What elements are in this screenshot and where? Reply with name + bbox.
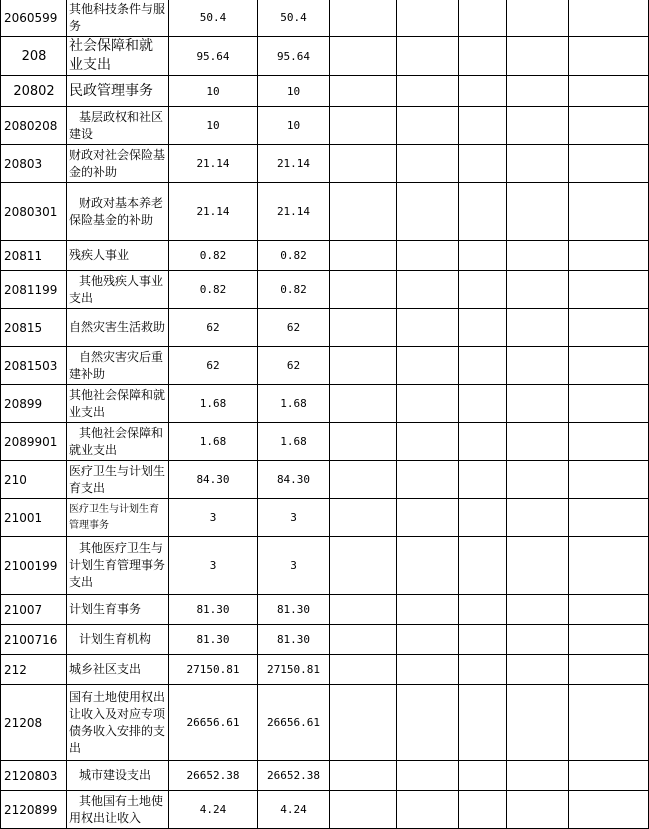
blank-cell: [459, 37, 507, 76]
table-row: [1, 791, 649, 829]
blank-cell: [330, 655, 397, 685]
blank-cell: [569, 76, 649, 107]
blank-cell: [397, 241, 459, 271]
row-code: 2089901: [1, 423, 67, 461]
row-name: 社会保障和就业支出: [67, 37, 169, 76]
blank-cell: [330, 685, 397, 761]
row-code: 2120803: [1, 761, 67, 791]
row-value-1: 3: [169, 499, 258, 537]
blank-cell: [507, 761, 569, 791]
row-code: 20899: [1, 385, 67, 423]
row-name: 自然灾害生活救助: [67, 309, 169, 347]
blank-cell: [330, 0, 397, 37]
blank-cell: [330, 423, 397, 461]
row-code: 2100199: [1, 537, 67, 595]
blank-cell: [459, 499, 507, 537]
blank-cell: [397, 461, 459, 499]
row-name: [67, 537, 169, 595]
row-name-text: 基层政权和社区建设: [69, 109, 164, 141]
blank-cell: [569, 37, 649, 76]
blank-cell: [330, 37, 397, 76]
blank-cell: [569, 499, 649, 537]
row-name: 其他科技条件与服务: [67, 0, 169, 37]
blank-cell: [397, 423, 459, 461]
row-code: 20815: [1, 309, 67, 347]
table-row: [1, 347, 649, 385]
blank-cell: [397, 0, 459, 37]
blank-cell: [330, 595, 397, 625]
blank-cell: [569, 347, 649, 385]
row-value-2: 62: [258, 347, 330, 385]
blank-cell: [330, 761, 397, 791]
blank-cell: [459, 0, 507, 37]
row-value-2: 50.4: [258, 0, 330, 37]
row-code: 2060599: [1, 0, 67, 37]
blank-cell: [330, 241, 397, 271]
blank-cell: [330, 385, 397, 423]
blank-cell: [569, 145, 649, 183]
row-name: [67, 271, 169, 309]
row-name: 其他社会保障和就业支出: [67, 385, 169, 423]
row-value-2: 95.64: [258, 37, 330, 76]
row-value-2: 26652.38: [258, 761, 330, 791]
blank-cell: [507, 461, 569, 499]
blank-cell: [459, 107, 507, 145]
row-value-2: 4.24: [258, 791, 330, 829]
table-row: [1, 183, 649, 241]
blank-cell: [330, 76, 397, 107]
blank-cell: [397, 499, 459, 537]
row-value-1: 21.14: [169, 183, 258, 241]
blank-cell: [397, 625, 459, 655]
blank-cell: [459, 761, 507, 791]
blank-cell: [397, 107, 459, 145]
blank-cell: [397, 309, 459, 347]
row-code: 21208: [1, 685, 67, 761]
table-row: [1, 76, 649, 107]
blank-cell: [330, 309, 397, 347]
table-row: [1, 461, 649, 499]
row-name-text: 计划生育机构: [79, 632, 152, 646]
table-row: [1, 37, 649, 76]
blank-cell: [569, 271, 649, 309]
blank-cell: [397, 791, 459, 829]
blank-cell: [507, 499, 569, 537]
blank-cell: [569, 183, 649, 241]
blank-cell: [330, 271, 397, 309]
blank-cell: [569, 385, 649, 423]
row-name: 残疾人事业: [67, 241, 169, 271]
blank-cell: [330, 499, 397, 537]
blank-cell: [397, 347, 459, 385]
row-code: 21001: [1, 499, 67, 537]
row-value-2: 3: [258, 499, 330, 537]
row-value-1: 84.30: [169, 461, 258, 499]
row-name: [67, 183, 169, 241]
blank-cell: [459, 183, 507, 241]
row-name-text: 其他医疗卫生与计划生育管理事务支出: [69, 541, 166, 589]
row-name: 医疗卫生与计划生育管理事务: [67, 499, 169, 537]
blank-cell: [507, 791, 569, 829]
blank-cell: [330, 347, 397, 385]
table-row: [1, 145, 649, 183]
row-name-text: 其他社会保障和就业支出: [69, 425, 164, 457]
row-name: 医疗卫生与计划生育支出: [67, 461, 169, 499]
blank-cell: [459, 595, 507, 625]
row-code: 208: [1, 37, 67, 76]
row-code: 20811: [1, 241, 67, 271]
row-name: 国有土地使用权出让收入及对应专项债务收入安排的支出: [67, 685, 169, 761]
row-value-1: 3: [169, 537, 258, 595]
blank-cell: [459, 76, 507, 107]
blank-cell: [397, 37, 459, 76]
blank-cell: [330, 107, 397, 145]
blank-cell: [507, 183, 569, 241]
blank-cell: [459, 241, 507, 271]
row-code: 2081503: [1, 347, 67, 385]
blank-cell: [459, 347, 507, 385]
blank-cell: [569, 685, 649, 761]
blank-cell: [507, 271, 569, 309]
row-value-1: 0.82: [169, 271, 258, 309]
blank-cell: [397, 655, 459, 685]
blank-cell: [507, 107, 569, 145]
row-code: 2100716: [1, 625, 67, 655]
blank-cell: [507, 145, 569, 183]
row-value-2: 0.82: [258, 241, 330, 271]
table-row: [1, 537, 649, 595]
table-row: [1, 423, 649, 461]
row-value-1: 1.68: [169, 385, 258, 423]
blank-cell: [569, 791, 649, 829]
blank-cell: [459, 791, 507, 829]
blank-cell: [569, 0, 649, 37]
row-name: 财政对社会保险基金的补助: [67, 145, 169, 183]
table-row: [1, 0, 649, 37]
blank-cell: [459, 309, 507, 347]
row-value-2: 21.14: [258, 183, 330, 241]
blank-cell: [507, 655, 569, 685]
table-row: [1, 499, 649, 537]
row-value-2: 1.68: [258, 423, 330, 461]
blank-cell: [397, 385, 459, 423]
blank-cell: [330, 625, 397, 655]
row-code: 2080208: [1, 107, 67, 145]
row-value-1: 10: [169, 107, 258, 145]
blank-cell: [459, 145, 507, 183]
row-name-text: 自然灾害灾后重建补助: [69, 349, 164, 381]
row-value-2: 0.82: [258, 271, 330, 309]
row-name: [67, 107, 169, 145]
blank-cell: [507, 423, 569, 461]
blank-cell: [330, 791, 397, 829]
blank-cell: [459, 685, 507, 761]
row-value-1: 62: [169, 347, 258, 385]
row-value-1: 27150.81: [169, 655, 258, 685]
row-name: 计划生育事务: [67, 595, 169, 625]
blank-cell: [507, 37, 569, 76]
blank-cell: [507, 537, 569, 595]
blank-cell: [330, 145, 397, 183]
table-row: [1, 309, 649, 347]
blank-cell: [507, 625, 569, 655]
row-name-text: 财政对基本养老保险基金的补助: [69, 195, 164, 227]
row-value-1: 81.30: [169, 595, 258, 625]
table-row: [1, 595, 649, 625]
row-name-text: 城市建设支出: [79, 768, 152, 782]
row-code: 2120899: [1, 791, 67, 829]
blank-cell: [507, 241, 569, 271]
row-name: [67, 423, 169, 461]
row-value-1: 4.24: [169, 791, 258, 829]
blank-cell: [330, 461, 397, 499]
row-value-2: 81.30: [258, 595, 330, 625]
row-value-1: 21.14: [169, 145, 258, 183]
row-value-1: 26656.61: [169, 685, 258, 761]
row-value-1: 81.30: [169, 625, 258, 655]
row-code: 2081199: [1, 271, 67, 309]
blank-cell: [459, 423, 507, 461]
table-row: [1, 761, 649, 791]
row-name: 民政管理事务: [67, 76, 169, 107]
row-value-1: 95.64: [169, 37, 258, 76]
row-value-2: 27150.81: [258, 655, 330, 685]
row-value-1: 1.68: [169, 423, 258, 461]
blank-cell: [569, 423, 649, 461]
blank-cell: [459, 385, 507, 423]
row-name: [67, 347, 169, 385]
row-value-1: 0.82: [169, 241, 258, 271]
blank-cell: [569, 309, 649, 347]
blank-cell: [397, 76, 459, 107]
row-value-2: 21.14: [258, 145, 330, 183]
row-name: [67, 625, 169, 655]
row-code: 20802: [1, 76, 67, 107]
table-row: [1, 625, 649, 655]
blank-cell: [459, 461, 507, 499]
row-value-2: 62: [258, 309, 330, 347]
row-value-2: 10: [258, 76, 330, 107]
row-value-1: 50.4: [169, 0, 258, 37]
row-value-1: 10: [169, 76, 258, 107]
row-code: 2080301: [1, 183, 67, 241]
row-value-2: 84.30: [258, 461, 330, 499]
row-name: [67, 761, 169, 791]
blank-cell: [569, 107, 649, 145]
blank-cell: [397, 271, 459, 309]
row-name-text: 其他国有土地使用权出让收入: [69, 793, 164, 825]
blank-cell: [330, 537, 397, 595]
blank-cell: [397, 145, 459, 183]
blank-cell: [569, 537, 649, 595]
blank-cell: [569, 595, 649, 625]
blank-cell: [459, 655, 507, 685]
blank-cell: [569, 761, 649, 791]
row-value-2: 81.30: [258, 625, 330, 655]
table-row: [1, 655, 649, 685]
blank-cell: [397, 685, 459, 761]
blank-cell: [397, 183, 459, 241]
blank-cell: [397, 537, 459, 595]
blank-cell: [397, 595, 459, 625]
table-row: [1, 685, 649, 761]
blank-cell: [507, 595, 569, 625]
blank-cell: [459, 271, 507, 309]
table-row: [1, 385, 649, 423]
row-code: 210: [1, 461, 67, 499]
blank-cell: [569, 625, 649, 655]
row-value-2: 1.68: [258, 385, 330, 423]
blank-cell: [507, 347, 569, 385]
blank-cell: [507, 76, 569, 107]
row-name: 城乡社区支出: [67, 655, 169, 685]
table-row: [1, 107, 649, 145]
row-name: [67, 791, 169, 829]
table-row: [1, 241, 649, 271]
blank-cell: [507, 0, 569, 37]
blank-cell: [330, 183, 397, 241]
row-code: 21007: [1, 595, 67, 625]
blank-cell: [569, 655, 649, 685]
blank-cell: [507, 385, 569, 423]
blank-cell: [507, 685, 569, 761]
blank-cell: [569, 461, 649, 499]
row-value-2: 3: [258, 537, 330, 595]
table-row: [1, 271, 649, 309]
row-code: 20803: [1, 145, 67, 183]
row-name-text: 其他残疾人事业支出: [69, 273, 164, 305]
row-value-1: 62: [169, 309, 258, 347]
blank-cell: [397, 761, 459, 791]
row-value-2: 26656.61: [258, 685, 330, 761]
row-code: 212: [1, 655, 67, 685]
blank-cell: [459, 625, 507, 655]
blank-cell: [459, 537, 507, 595]
blank-cell: [569, 241, 649, 271]
row-value-1: 26652.38: [169, 761, 258, 791]
row-value-2: 10: [258, 107, 330, 145]
blank-cell: [507, 309, 569, 347]
